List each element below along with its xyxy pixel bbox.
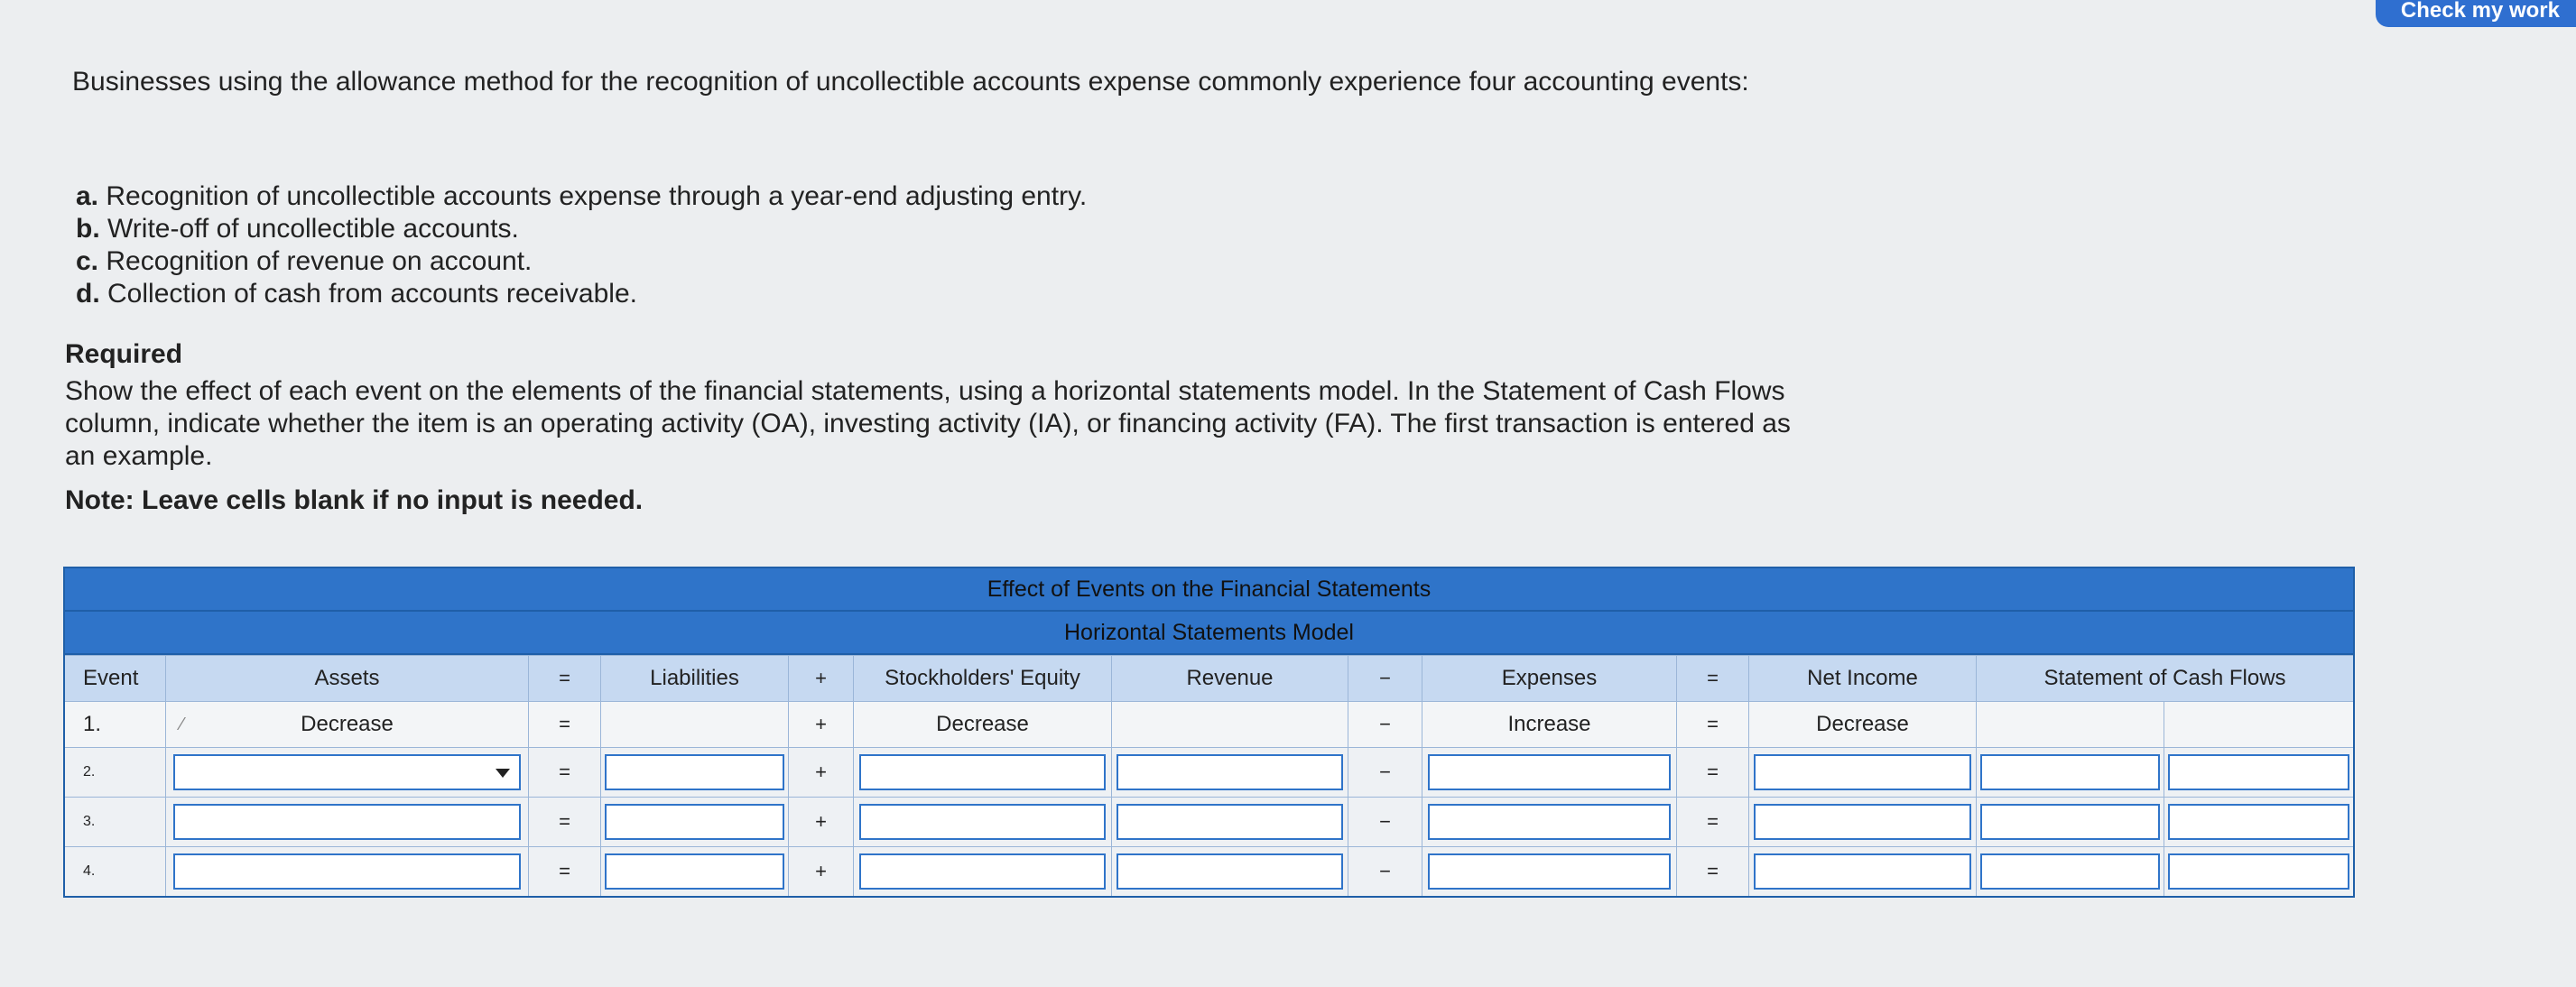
expenses-cell	[1422, 847, 1677, 896]
check-my-work-button[interactable]: Check my work	[2376, 0, 2576, 27]
net-income-input[interactable]	[1754, 754, 1971, 790]
required-title: Required	[65, 339, 183, 369]
cash-flow-activity-input[interactable]	[2168, 754, 2349, 790]
liabilities-input[interactable]	[605, 804, 784, 840]
event-item-a	[76, 180, 1087, 213]
table-header-row	[65, 655, 2353, 701]
cash-flow-activity-cell	[2164, 847, 2353, 896]
minus-sign: −	[1348, 847, 1422, 896]
equals-sign: =	[529, 847, 601, 896]
event-number: 3.	[65, 798, 166, 846]
revenue-value	[1112, 702, 1348, 747]
equals-sign: =	[1677, 847, 1749, 896]
equity-cell	[854, 798, 1112, 846]
event-text: Recognition of revenue on account.	[106, 246, 533, 276]
assets-cell	[166, 847, 529, 896]
header-equals: =	[529, 656, 601, 701]
equals-sign: =	[1677, 702, 1749, 747]
expenses-input[interactable]	[1428, 754, 1672, 790]
equity-cell	[854, 748, 1112, 797]
revenue-input[interactable]	[1117, 804, 1343, 840]
header-event: Event	[65, 656, 166, 701]
equity-value: Decrease	[854, 702, 1112, 747]
event-letter: a.	[76, 181, 99, 211]
revenue-cell	[1112, 847, 1348, 896]
header-assets: Assets	[166, 656, 529, 701]
event-number: 2.	[65, 748, 166, 797]
event-text: Write-off of uncollectible accounts.	[107, 214, 519, 244]
equity-cell	[854, 847, 1112, 896]
event-number: 1.	[65, 702, 166, 747]
equity-input[interactable]	[859, 853, 1107, 890]
assets-cell	[166, 798, 529, 846]
event-item-b	[76, 213, 1087, 245]
header-equals: =	[1677, 656, 1749, 701]
equals-sign: =	[529, 748, 601, 797]
cash-flow-amount-cell	[1977, 748, 2164, 797]
liabilities-cell	[601, 798, 789, 846]
cash-flow-amount-input[interactable]	[1980, 804, 2160, 840]
required-text: Show the effect of each event on the elements of the financial statements, using a horizontal statements model. In the Statement of Cash Flows column, indicate whether the item is an operating activity (OA), investing activity (IA), or financing activity (FA). The first transaction is entered as an example.	[65, 376, 1791, 471]
cash-flow-activity	[2164, 702, 2353, 747]
header-stockholders-equity: Stockholders' Equity	[854, 656, 1112, 701]
equity-input[interactable]	[859, 754, 1107, 790]
assets-cell	[166, 748, 529, 797]
required-note: Note: Leave cells blank if no input is needed.	[65, 485, 644, 515]
equals-sign: =	[529, 702, 601, 747]
cash-flow-amount-cell	[1977, 798, 2164, 846]
liabilities-input[interactable]	[605, 754, 784, 790]
table-row	[65, 797, 2353, 846]
header-plus: +	[789, 656, 854, 701]
header-net-income: Net Income	[1749, 656, 1977, 701]
table-row-example	[65, 701, 2353, 747]
assets-value	[166, 702, 529, 747]
cash-flow-activity-input[interactable]	[2168, 853, 2349, 890]
equals-sign: =	[529, 798, 601, 846]
cash-flow-amount-input[interactable]	[1980, 853, 2160, 890]
event-letter: d.	[76, 279, 100, 309]
header-revenue: Revenue	[1112, 656, 1348, 701]
revenue-input[interactable]	[1117, 754, 1343, 790]
equity-input[interactable]	[859, 804, 1107, 840]
plus-sign: +	[789, 798, 854, 846]
event-number: 4.	[65, 847, 166, 896]
cash-flow-amount	[1977, 702, 2164, 747]
assets-dropdown[interactable]	[173, 804, 521, 840]
header-expenses: Expenses	[1422, 656, 1677, 701]
intro-text: Businesses using the allowance method for the recognition of uncollectible accounts expense commonly experience four accounting events:	[72, 67, 1749, 97]
revenue-input[interactable]	[1117, 853, 1343, 890]
equals-sign: =	[1677, 748, 1749, 797]
cash-flow-amount-cell	[1977, 847, 2164, 896]
checkmark-icon: ⁄	[181, 714, 184, 734]
event-letter: c.	[76, 246, 99, 276]
expenses-cell	[1422, 748, 1677, 797]
plus-sign: +	[789, 748, 854, 797]
table-row	[65, 747, 2353, 797]
revenue-cell	[1112, 798, 1348, 846]
event-item-c	[76, 245, 1087, 278]
plus-sign: +	[789, 847, 854, 896]
header-minus: −	[1348, 656, 1422, 701]
liabilities-cell	[601, 847, 789, 896]
event-letter: b.	[76, 214, 100, 244]
header-liabilities: Liabilities	[601, 656, 789, 701]
cash-flow-activity-cell	[2164, 798, 2353, 846]
minus-sign: −	[1348, 748, 1422, 797]
event-text: Collection of cash from accounts receivable.	[107, 279, 637, 309]
assets-dropdown[interactable]	[173, 853, 521, 890]
expenses-input[interactable]	[1428, 804, 1672, 840]
net-income-input[interactable]	[1754, 853, 1971, 890]
expenses-input[interactable]	[1428, 853, 1672, 890]
header-cash-flows: Statement of Cash Flows	[2043, 666, 2286, 690]
table-title: Effect of Events on the Financial Statements	[65, 568, 2353, 612]
table-subtitle: Horizontal Statements Model	[65, 612, 2353, 655]
expenses-value: Increase	[1422, 702, 1677, 747]
liabilities-cell	[601, 748, 789, 797]
cash-flow-amount-input[interactable]	[1980, 754, 2160, 790]
net-income-value: Decrease	[1749, 702, 1977, 747]
liabilities-input[interactable]	[605, 853, 784, 890]
events-list	[76, 180, 1087, 310]
revenue-cell	[1112, 748, 1348, 797]
liabilities-value	[601, 702, 789, 747]
cash-flow-activity-cell	[2164, 748, 2353, 797]
equals-sign: =	[1677, 798, 1749, 846]
event-text: Recognition of uncollectible accounts expense through a year-end adjusting entry.	[106, 181, 1088, 211]
chevron-down-icon[interactable]	[496, 769, 510, 778]
table-row	[65, 846, 2353, 896]
plus-sign: +	[789, 702, 854, 747]
assets-dropdown[interactable]	[173, 754, 521, 790]
event-item-d	[76, 278, 1087, 310]
assets-text: Decrease	[301, 712, 394, 736]
expenses-cell	[1422, 798, 1677, 846]
minus-sign: −	[1348, 798, 1422, 846]
net-income-cell	[1749, 847, 1977, 896]
minus-sign: −	[1348, 702, 1422, 747]
net-income-cell	[1749, 798, 1977, 846]
net-income-cell	[1749, 748, 1977, 797]
cash-flow-activity-input[interactable]	[2168, 804, 2349, 840]
horizontal-statements-table	[63, 567, 2355, 898]
net-income-input[interactable]	[1754, 804, 1971, 840]
